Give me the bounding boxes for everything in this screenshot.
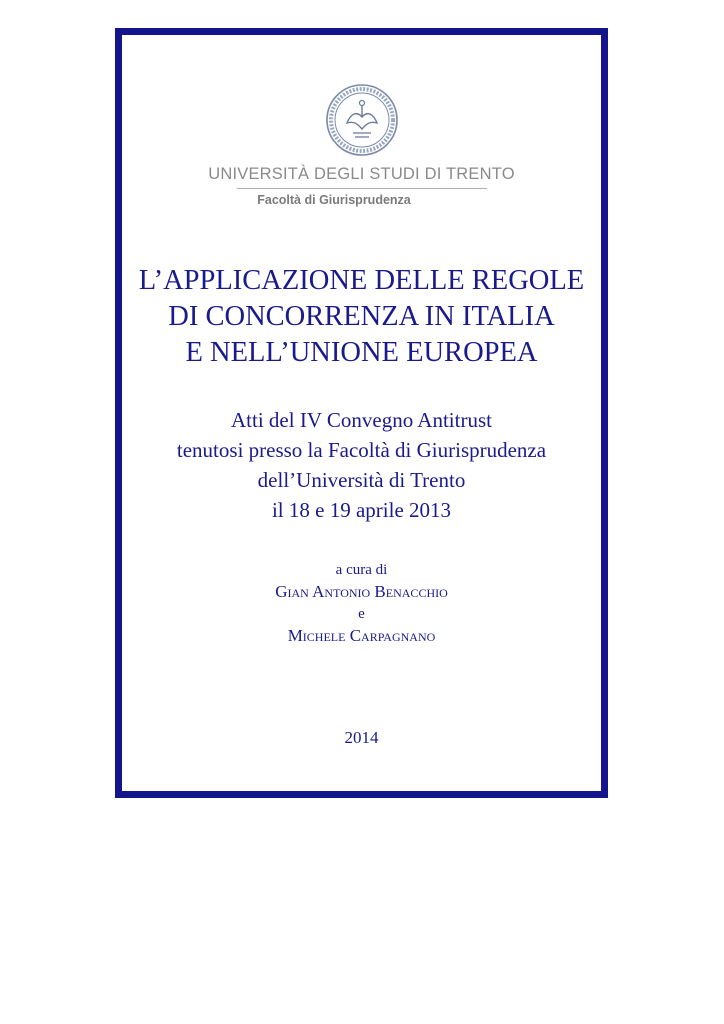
- editor-name: Michele Carpagnano: [287, 626, 436, 645]
- university-seal-icon: [325, 83, 399, 157]
- subtitle-line: dell’Università di Trento: [257, 468, 466, 492]
- faculty-name: Facoltà di Giurisprudenza: [257, 193, 411, 207]
- subtitle-line: il 18 e 19 aprile 2013: [271, 498, 452, 522]
- logo-divider: [237, 188, 487, 189]
- publication-year: 2014: [344, 728, 379, 747]
- editors-conjunction: e: [358, 606, 365, 622]
- university-logo: [122, 83, 601, 207]
- title-line: E NELL’UNIONE EUROPEA: [185, 337, 538, 368]
- editor-name: Gian Antonio Benacchio: [275, 582, 448, 601]
- subtitle-line: Atti del IV Convegno Antitrust: [231, 408, 492, 432]
- title-line: DI CONCORRENZA IN ITALIA: [168, 301, 555, 332]
- book-subtitle: [122, 405, 601, 525]
- university-name: UNIVERSITÀ DEGLI STUDI DI TRENTO: [208, 165, 515, 183]
- subtitle-line: tenutosi presso la Facoltà di Giurisprudenza: [176, 438, 547, 462]
- editors-intro: a cura di: [335, 562, 388, 578]
- book-title: [122, 263, 601, 371]
- editors-block: [122, 559, 601, 647]
- title-line: L’APPLICAZIONE DELLE REGOLE: [138, 265, 585, 296]
- cover-frame: [115, 28, 608, 798]
